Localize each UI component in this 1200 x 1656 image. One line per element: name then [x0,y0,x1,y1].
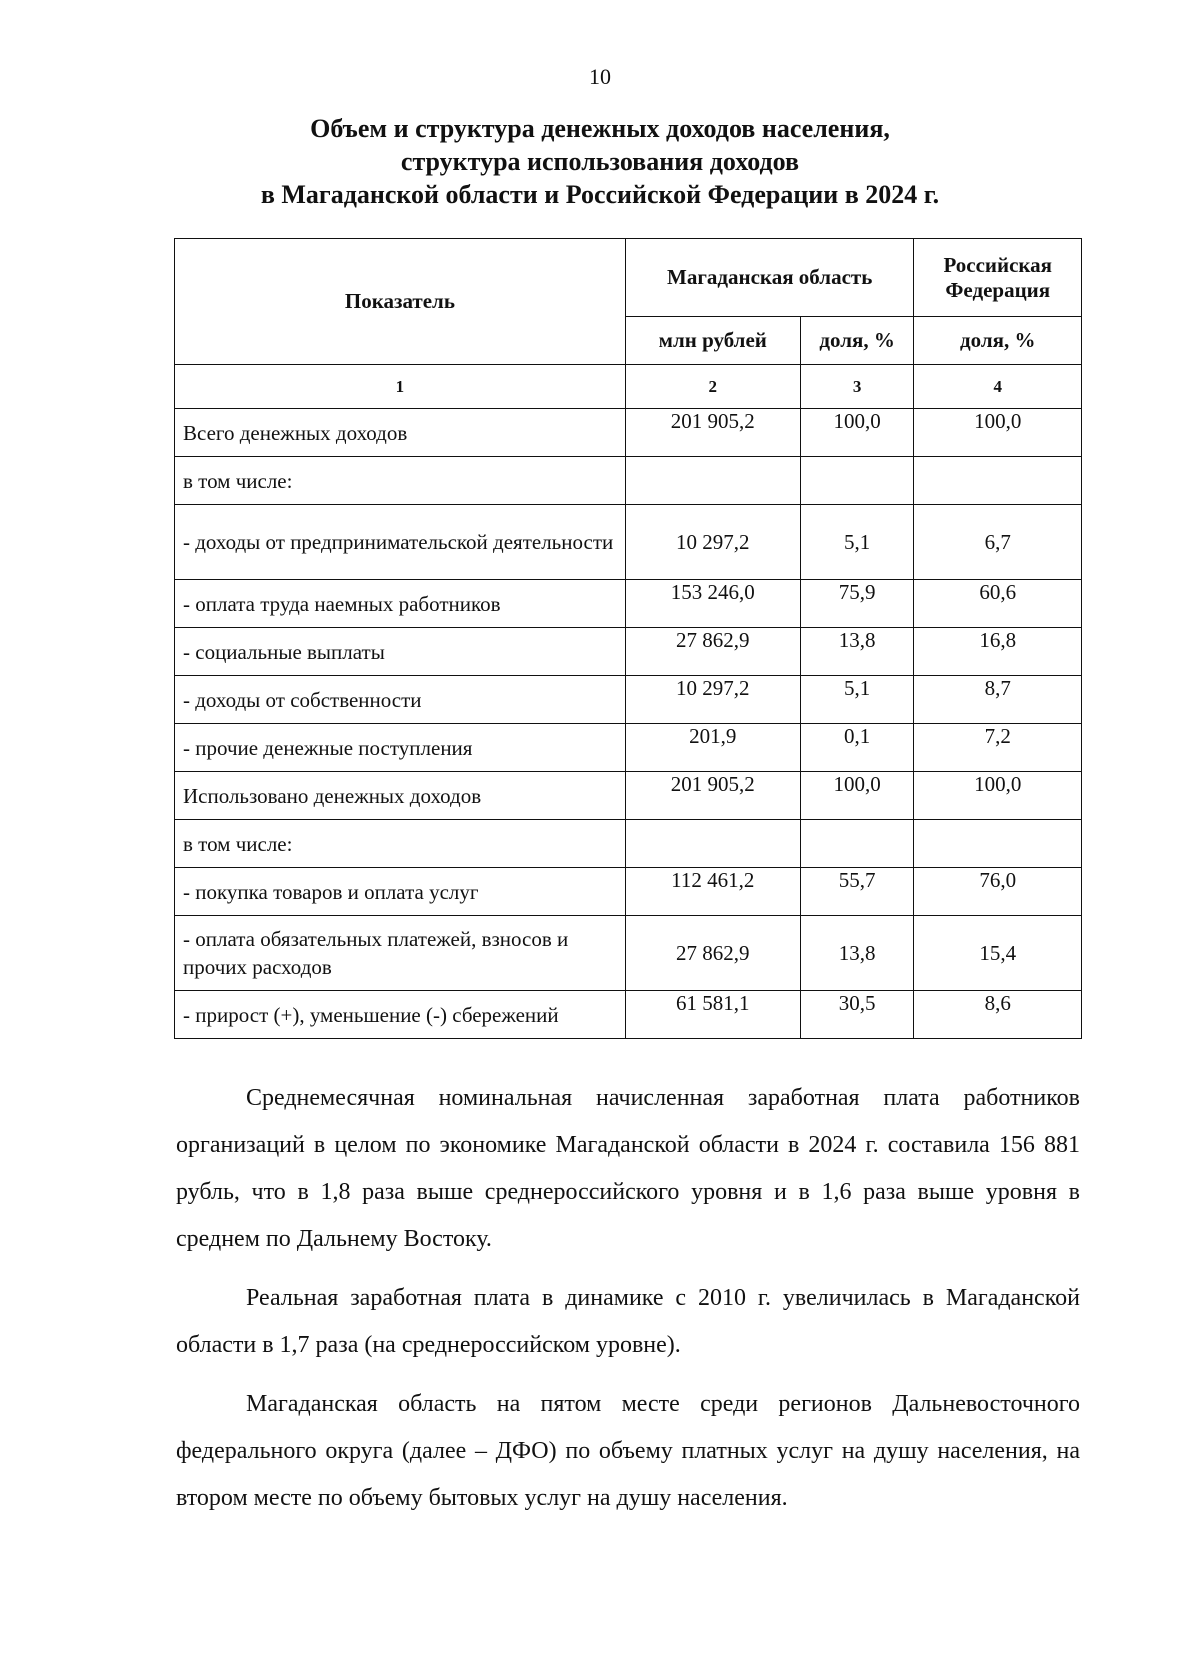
paragraph: Среднемесячная номинальная начисленная заработная плата работников организаций в целом по экономике Магаданской области в 2024 г. составила 156 881 рубль, что в 1,8 раза выше среднероссийского уровня и в 1,6 раза выше уровня в среднем по Дальнему Востоку. [176,1085,1080,1252]
header-russia: Российская Федерация [914,239,1082,317]
table-row [175,820,1082,868]
row-value-share-russia: 8,7 [914,676,1082,724]
column-number: 4 [914,365,1082,409]
table-row [175,409,1082,457]
title-line-3: в Магаданской области и Российской Федерации в 2024 г. [260,180,940,209]
row-label: - социальные выплаты [175,628,626,676]
table-row [175,916,1082,991]
row-value-mln-rub: 153 246,0 [625,580,800,628]
table-row [175,724,1082,772]
row-label: - покупка товаров и оплата услуг [175,868,626,916]
row-value-share-russia [914,820,1082,868]
row-value-mln-rub: 201,9 [625,724,800,772]
header-indicator: Показатель [175,239,626,365]
row-value-share-region: 75,9 [800,580,914,628]
column-number: 3 [800,365,914,409]
row-value-share-russia: 76,0 [914,868,1082,916]
paragraph: Реальная заработная плата в динамике с 2010 г. увеличилась в Магаданской области в 1,7 раза (на среднероссийском уровне). [176,1285,1080,1358]
row-value-share-region: 100,0 [800,409,914,457]
row-value-mln-rub: 10 297,2 [625,676,800,724]
header-magadan: Магаданская область [625,239,914,317]
row-label: - оплата обязательных платежей, взносов и прочих расходов [175,916,626,991]
page-number: 10 [589,64,611,89]
row-value-share-region: 0,1 [800,724,914,772]
row-value-share-region: 30,5 [800,991,914,1039]
row-label: в том числе: [175,820,626,868]
row-value-share-russia: 7,2 [914,724,1082,772]
row-value-mln-rub: 112 461,2 [625,868,800,916]
column-number: 2 [625,365,800,409]
table-row [175,580,1082,628]
row-value-mln-rub: 27 862,9 [625,628,800,676]
row-value-share-russia: 16,8 [914,628,1082,676]
column-number: 1 [175,365,626,409]
row-value-share-russia: 6,7 [914,505,1082,580]
row-value-share-region: 13,8 [800,628,914,676]
header-share-region: доля, % [800,317,914,365]
row-value-mln-rub [625,820,800,868]
row-value-share-russia [914,457,1082,505]
row-value-share-region: 100,0 [800,772,914,820]
row-value-mln-rub: 27 862,9 [625,916,800,991]
row-value-mln-rub: 10 297,2 [625,505,800,580]
table-row [175,505,1082,580]
row-label: - доходы от собственности [175,676,626,724]
table-body [175,409,1082,1039]
row-value-mln-rub [625,457,800,505]
row-value-share-region: 55,7 [800,868,914,916]
title-line-2: структура использования доходов [400,147,800,176]
row-value-share-region [800,457,914,505]
row-value-mln-rub: 201 905,2 [625,772,800,820]
row-value-share-russia: 100,0 [914,772,1082,820]
table-row [175,457,1082,505]
row-value-share-russia: 100,0 [914,409,1082,457]
row-value-share-russia: 60,6 [914,580,1082,628]
row-value-mln-rub: 201 905,2 [625,409,800,457]
table-row [175,868,1082,916]
row-value-share-region: 5,1 [800,676,914,724]
row-value-share-russia: 8,6 [914,991,1082,1039]
header-mln-rub: млн рублей [625,317,800,365]
paragraph: Магаданская область на пятом месте среди регионов Дальневосточного федерального округа (далее – ДФО) по объему платных услуг на душу населения, на втором месте по объему бытовых услуг на душу населения. [176,1391,1080,1511]
row-value-mln-rub: 61 581,1 [625,991,800,1039]
row-label: Всего денежных доходов [175,409,626,457]
row-label: - прочие денежные поступления [175,724,626,772]
title-line-1: Объем и структура денежных доходов населения, [310,114,890,143]
table-row [175,772,1082,820]
header-share-russia: доля, % [914,317,1082,365]
row-label: - доходы от предпринимательской деятельности [175,505,626,580]
row-label: - оплата труда наемных работников [175,580,626,628]
body-text [176,1075,1080,1522]
document-title [0,112,1200,211]
table-row [175,676,1082,724]
row-value-share-russia: 15,4 [914,916,1082,991]
income-structure-table [174,238,1082,1039]
row-label: Использовано денежных доходов [175,772,626,820]
column-number-row [175,365,1082,409]
table-row [175,628,1082,676]
table-row [175,991,1082,1039]
row-value-share-region: 5,1 [800,505,914,580]
header-row [175,239,1082,317]
row-label: - прирост (+), уменьшение (-) сбережений [175,991,626,1039]
row-value-share-region: 13,8 [800,916,914,991]
row-value-share-region [800,820,914,868]
row-label: в том числе: [175,457,626,505]
